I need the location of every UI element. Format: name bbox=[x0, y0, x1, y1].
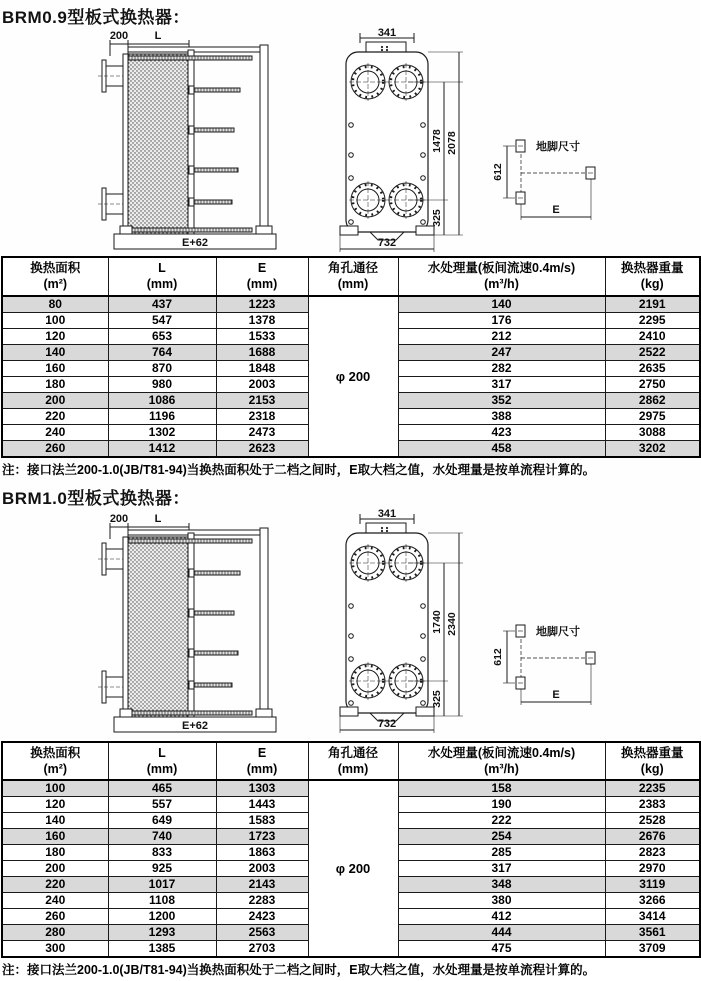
table-cell: 870 bbox=[108, 360, 216, 376]
header-line2: (mm) bbox=[246, 761, 278, 776]
table-cell: 160 bbox=[2, 360, 108, 376]
section1-title: BRM0.9型板式换热器： bbox=[2, 8, 190, 27]
dim-label-pack-length: L bbox=[154, 512, 162, 525]
header-line2: (kg) bbox=[640, 761, 664, 776]
col-header-l bbox=[108, 742, 216, 781]
header-line2: (mm) bbox=[337, 761, 369, 776]
header-line1: E bbox=[257, 261, 267, 275]
table-cell: 3266 bbox=[605, 893, 700, 909]
table-cell: 348 bbox=[398, 877, 605, 893]
table-cell: 2383 bbox=[605, 797, 700, 813]
table-cell: 120 bbox=[2, 797, 108, 813]
header-line1: 换热器重量 bbox=[620, 261, 684, 275]
section2-title: BRM1.0型板式换热器： bbox=[2, 488, 190, 508]
header-line1: L bbox=[158, 261, 166, 275]
table-cell: 1302 bbox=[108, 424, 216, 440]
dim-label-top-width: 341 bbox=[377, 27, 397, 39]
table-cell: 247 bbox=[398, 344, 605, 360]
col-header-e bbox=[216, 742, 308, 781]
table-cell: 465 bbox=[108, 780, 216, 797]
table-cell: 140 bbox=[398, 296, 605, 313]
table-cell: 1412 bbox=[108, 440, 216, 457]
table-cell: 282 bbox=[398, 360, 605, 376]
side-view-drawing bbox=[92, 30, 292, 252]
header-line1: 换热器重量 bbox=[620, 745, 684, 760]
front-view-drawing bbox=[322, 27, 482, 256]
dim-label-top-width: 341 bbox=[377, 507, 397, 520]
hole-diameter-cell: φ 200 bbox=[308, 296, 398, 457]
side-view-drawing bbox=[92, 513, 292, 735]
col-header-weight bbox=[605, 742, 700, 781]
dim-label-base-length: E+62 bbox=[182, 237, 208, 249]
col-header-hole bbox=[308, 742, 398, 781]
table-cell: 2423 bbox=[216, 909, 308, 925]
table-cell: 285 bbox=[398, 845, 605, 861]
table-cell: 1688 bbox=[216, 344, 308, 360]
spec-table-body bbox=[2, 296, 700, 457]
hole-diameter-cell: φ 200 bbox=[308, 780, 398, 957]
front-view-drawing bbox=[322, 507, 482, 737]
table-cell: 2970 bbox=[605, 861, 700, 877]
header-line2: (m²) bbox=[43, 277, 68, 292]
table-cell: 1200 bbox=[108, 909, 216, 925]
spec-table-brm09 bbox=[1, 256, 701, 458]
table-cell: 2522 bbox=[605, 344, 700, 360]
foundation-drawing bbox=[488, 134, 698, 239]
table-cell: 2676 bbox=[605, 829, 700, 845]
dim-label-total-height: 2078 bbox=[446, 131, 458, 155]
table-cell: 833 bbox=[108, 845, 216, 861]
table-cell: 2318 bbox=[216, 408, 308, 424]
table-cell: 1863 bbox=[216, 845, 308, 861]
table-cell: 1385 bbox=[108, 941, 216, 958]
col-header-l bbox=[108, 257, 216, 296]
table-cell: 140 bbox=[2, 813, 108, 829]
dim-label-port-span: 1740 bbox=[431, 609, 443, 634]
table-cell: 1303 bbox=[216, 780, 308, 797]
table-cell: 190 bbox=[398, 797, 605, 813]
table-cell: 2003 bbox=[216, 861, 308, 877]
col-header-e bbox=[216, 257, 308, 296]
table-cell: 3202 bbox=[605, 440, 700, 457]
table-cell: 100 bbox=[2, 312, 108, 328]
table-cell: 222 bbox=[398, 813, 605, 829]
header-line1: 水处理量(板间流速0.4m/s) bbox=[427, 261, 576, 275]
col-header-area bbox=[2, 257, 108, 296]
table-cell: 160 bbox=[2, 829, 108, 845]
table-cell: 158 bbox=[398, 780, 605, 797]
col-header-weight bbox=[605, 257, 700, 296]
table-cell: 180 bbox=[2, 376, 108, 392]
header-row bbox=[2, 742, 700, 781]
table-cell: 1223 bbox=[216, 296, 308, 313]
dim-label-foundation-height: 612 bbox=[492, 163, 504, 181]
header-line2: (mm) bbox=[246, 277, 278, 292]
table-cell: 653 bbox=[108, 328, 216, 344]
header-line1: 换热面积 bbox=[30, 261, 81, 275]
header-line2: (mm) bbox=[146, 761, 178, 776]
table-cell: 220 bbox=[2, 877, 108, 893]
table-cell: 1723 bbox=[216, 829, 308, 845]
dim-label-port-bottom: 325 bbox=[431, 209, 443, 227]
table-cell: 2750 bbox=[605, 376, 700, 392]
table-cell: 740 bbox=[108, 829, 216, 845]
table-cell: 2003 bbox=[216, 376, 308, 392]
header-line2: (m²) bbox=[43, 761, 68, 776]
spec-table-body bbox=[2, 780, 700, 957]
table-cell: 180 bbox=[2, 845, 108, 861]
table-cell: 2823 bbox=[605, 845, 700, 861]
table-cell: 1583 bbox=[216, 813, 308, 829]
header-line1: 水处理量(板间流速0.4m/s) bbox=[427, 745, 576, 760]
section2-drawings bbox=[0, 507, 700, 741]
table-cell: 1848 bbox=[216, 360, 308, 376]
table-cell: 475 bbox=[398, 941, 605, 958]
table-cell: 300 bbox=[2, 941, 108, 958]
table-cell: 1378 bbox=[216, 312, 308, 328]
foundation-label: 地脚尺寸 bbox=[536, 141, 580, 153]
header-line1: E bbox=[257, 745, 267, 760]
table-cell: 3561 bbox=[605, 925, 700, 941]
dim-label-port-span: 1478 bbox=[431, 129, 443, 153]
table-cell: 2295 bbox=[605, 312, 700, 328]
dim-label-pack-length: L bbox=[154, 30, 162, 42]
dim-label-port-bottom: 325 bbox=[431, 689, 443, 708]
table-cell: 764 bbox=[108, 344, 216, 360]
table-cell: 2862 bbox=[605, 392, 700, 408]
table-cell: 437 bbox=[108, 296, 216, 313]
table-cell: 2473 bbox=[216, 424, 308, 440]
col-header-water bbox=[398, 742, 605, 781]
table-cell: 254 bbox=[398, 829, 605, 845]
table-cell: 2975 bbox=[605, 408, 700, 424]
section1-note: 注：接口法兰200-1.0(JB/T81-94)当换热面积处于二档之间时，E取大档之值，水处理量是按单流程计算的。 bbox=[2, 462, 596, 477]
table-cell: 212 bbox=[398, 328, 605, 344]
table-cell: 1108 bbox=[108, 893, 216, 909]
table-cell: 2153 bbox=[216, 392, 308, 408]
header-line1: 角孔通径 bbox=[327, 261, 378, 275]
header-line1: 角孔通径 bbox=[327, 745, 378, 760]
table-cell: 2635 bbox=[605, 360, 700, 376]
dim-label-foundation-width: E bbox=[552, 204, 560, 216]
table-cell: 240 bbox=[2, 893, 108, 909]
spec-table-brm10 bbox=[1, 741, 701, 959]
header-line1: 换热面积 bbox=[30, 745, 81, 760]
table-cell: 980 bbox=[108, 376, 216, 392]
table-cell: 547 bbox=[108, 312, 216, 328]
table-cell: 200 bbox=[2, 392, 108, 408]
table-cell: 423 bbox=[398, 424, 605, 440]
table-cell: 100 bbox=[2, 780, 108, 797]
table-cell: 444 bbox=[398, 925, 605, 941]
dim-label-base-length: E+62 bbox=[182, 719, 208, 732]
table-cell: 280 bbox=[2, 925, 108, 941]
table-cell: 2623 bbox=[216, 440, 308, 457]
table-cell: 2563 bbox=[216, 925, 308, 941]
header-line2: (m³/h) bbox=[484, 277, 519, 292]
table-cell: 260 bbox=[2, 909, 108, 925]
table-cell: 2528 bbox=[605, 813, 700, 829]
table-row bbox=[2, 780, 700, 797]
header-line2: (mm) bbox=[337, 277, 369, 292]
table-cell: 3709 bbox=[605, 941, 700, 958]
dim-label-nozzle: 200 bbox=[109, 512, 129, 525]
dim-label-bottom-width: 732 bbox=[377, 237, 397, 249]
table-cell: 317 bbox=[398, 376, 605, 392]
foundation-drawing bbox=[488, 619, 698, 724]
header-line2: (m³/h) bbox=[484, 761, 519, 776]
table-cell: 1017 bbox=[108, 877, 216, 893]
table-row bbox=[2, 296, 700, 313]
header-row bbox=[2, 257, 700, 296]
table-cell: 260 bbox=[2, 440, 108, 457]
dim-label-total-height: 2340 bbox=[446, 611, 458, 636]
table-cell: 2235 bbox=[605, 780, 700, 797]
table-cell: 1196 bbox=[108, 408, 216, 424]
table-cell: 1443 bbox=[216, 797, 308, 813]
table-cell: 3119 bbox=[605, 877, 700, 893]
table-cell: 220 bbox=[2, 408, 108, 424]
table-cell: 2191 bbox=[605, 296, 700, 313]
table-cell: 3088 bbox=[605, 424, 700, 440]
table-cell: 649 bbox=[108, 813, 216, 829]
table-cell: 380 bbox=[398, 893, 605, 909]
dim-label-nozzle: 200 bbox=[109, 30, 129, 42]
table-cell: 557 bbox=[108, 797, 216, 813]
header-line1: L bbox=[158, 745, 166, 760]
table-cell: 388 bbox=[398, 408, 605, 424]
table-cell: 200 bbox=[2, 861, 108, 877]
table-cell: 176 bbox=[398, 312, 605, 328]
dim-label-foundation-height: 612 bbox=[492, 647, 504, 666]
section1-drawings bbox=[0, 27, 700, 256]
dim-label-bottom-width: 732 bbox=[377, 717, 397, 730]
table-cell: 1533 bbox=[216, 328, 308, 344]
col-header-water bbox=[398, 257, 605, 296]
table-cell: 925 bbox=[108, 861, 216, 877]
col-header-area bbox=[2, 742, 108, 781]
table-cell: 2283 bbox=[216, 893, 308, 909]
table-cell: 1293 bbox=[108, 925, 216, 941]
header-line2: (mm) bbox=[146, 277, 178, 292]
table-cell: 3414 bbox=[605, 909, 700, 925]
table-cell: 80 bbox=[2, 296, 108, 313]
table-cell: 317 bbox=[398, 861, 605, 877]
table-cell: 458 bbox=[398, 440, 605, 457]
table-cell: 140 bbox=[2, 344, 108, 360]
table-cell: 2410 bbox=[605, 328, 700, 344]
dim-label-foundation-width: E bbox=[552, 688, 560, 701]
table-cell: 2703 bbox=[216, 941, 308, 958]
foundation-label: 地脚尺寸 bbox=[536, 625, 580, 638]
table-cell: 1086 bbox=[108, 392, 216, 408]
col-header-hole bbox=[308, 257, 398, 296]
table-cell: 120 bbox=[2, 328, 108, 344]
table-cell: 2143 bbox=[216, 877, 308, 893]
table-cell: 412 bbox=[398, 909, 605, 925]
table-cell: 240 bbox=[2, 424, 108, 440]
table-cell: 352 bbox=[398, 392, 605, 408]
header-line2: (kg) bbox=[640, 277, 664, 292]
section2-note: 注：接口法兰200-1.0(JB/T81-94)当换热面积处于二档之间时，E取大档之值，水处理量是按单流程计算的。 bbox=[2, 963, 596, 977]
